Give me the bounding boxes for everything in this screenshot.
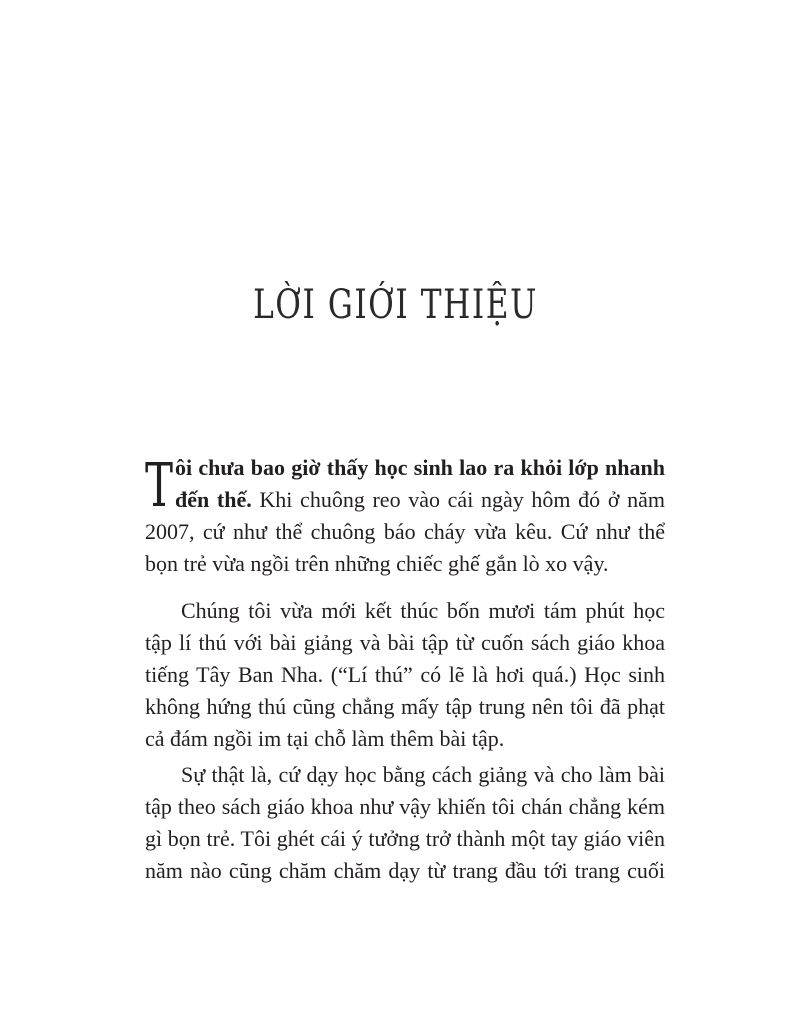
paragraph-2-line-1: Chúng tôi vừa mới kết thúc bốn mươi tám phút học	[181, 598, 665, 623]
dropcap-block	[145, 451, 666, 521]
chapter-title: LỜI GIỚI THIỆU	[253, 282, 538, 328]
paragraph-2-line-3: tiếng Tây Ban Nha. (“Lí thú” có lẽ là hơi quá.) Học sinh	[145, 662, 665, 687]
paragraph-3-line-2: tập theo sách giáo khoa như vậy khiến tôi chán chẳng kém	[145, 794, 665, 819]
drop-cap-letter: T	[145, 451, 174, 521]
paragraph-1	[145, 452, 665, 580]
paragraph-3-line-3: gì bọn trẻ. Tôi ghét cái ý tưởng trở thành một tay giáo viên	[145, 826, 665, 851]
paragraph-2-line-5: cả đám ngồi im tại chỗ làm thêm bài tập.	[145, 726, 505, 751]
paragraph-3-line-1: Sự thật là, cứ dạy học bằng cách giảng và cho làm bài	[181, 762, 665, 787]
paragraph-2-line-4: không hứng thú cũng chẳng mấy tập trung nên tôi đã phạt	[145, 694, 665, 719]
paragraph-3	[145, 759, 665, 887]
paragraph-1-line-1: ôi chưa bao giờ thấy học sinh lao ra khỏi lớp nhanh	[175, 455, 665, 480]
paragraph-1-line-3: 2007, cứ như thể chuông báo cháy vừa kêu. Cứ như thể	[145, 519, 665, 544]
paragraph-1-line-2	[145, 484, 665, 516]
paragraph-2	[145, 595, 665, 755]
paragraph-3-line-4: năm nào cũng chăm chăm dạy từ trang đầu tới trang cuối	[145, 858, 665, 883]
paragraph-2-line-2: tập lí thú với bài giảng và bài tập từ cuốn sách giáo khoa	[145, 630, 665, 655]
paragraph-1-line-2-rest: Khi chuông reo vào cái ngày hôm đó ở năm	[251, 487, 666, 512]
bold-lead-in: đến thế.	[175, 487, 252, 512]
paragraph-1-line-4: bọn trẻ vừa ngồi trên những chiếc ghế gắn lò xo vậy.	[145, 551, 609, 576]
